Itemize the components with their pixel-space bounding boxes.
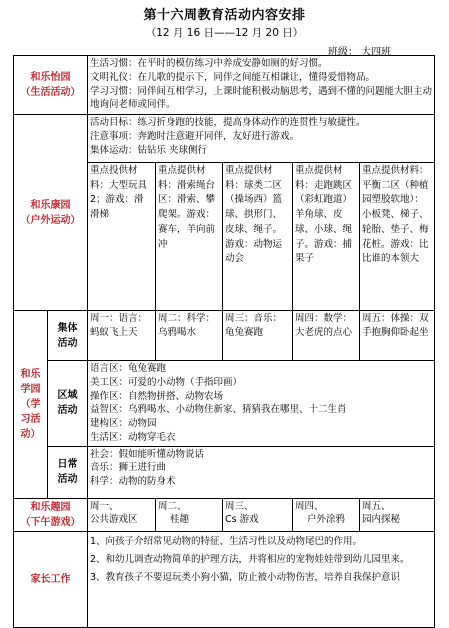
life-study-habit: 学习习惯：同伴间互相学习，上课时能积极动脑思考，遇到不懂的问题能大胆主动地询问老师或同伴。 — [90, 85, 433, 111]
parents-content — [88, 531, 435, 627]
group-tuesday: 周二：科学：乌鸦喝水 — [156, 311, 223, 361]
daily-activity-label: 日常 活动 — [48, 446, 88, 498]
parents-row — [14, 531, 435, 627]
afternoon-wednesday: 周三、 Cs 游戏 — [223, 498, 293, 531]
outdoor-goal: 活动目标：练习折身跑的技能，提高身体动作的连贯性与敏捷性。 — [90, 117, 366, 128]
afternoon-tuesday: 周二、 桂趣 — [156, 498, 223, 531]
group-activity-label: 集体 活动 — [48, 311, 88, 361]
afternoon-category: 和乐趣园 （下午游戏） — [14, 498, 88, 531]
area-activity-content: 语言区：龟兔赛跑 美工区：可爱的小动物（手指印画） 操作区：自然物拼搭、动物农场 益智区：乌鸦喝水、小动物住新家、猜猜我在哪里、十二生肖 建构区：动物园 生活区：动物穿毛衣 — [88, 361, 435, 447]
group-wednesday: 周三：音乐：龟兔赛跑 — [223, 311, 293, 361]
outdoor-area-4: 重点提供材料：走跑跳区（彩虹跑道）羊角球、皮球、小球、绳子。游戏：捕果子 — [293, 163, 360, 311]
group-monday: 周一：语言：蚂蚁飞上天 — [88, 311, 156, 361]
study-category: 和乐 学园 （学 习活动） — [14, 311, 48, 499]
group-thursday: 周四：数学：大老虎的点心 — [293, 311, 360, 361]
daily-activity-row — [14, 446, 435, 498]
outdoor-group-sport: 集体运动：钻钻乐 夹球侧行 — [90, 144, 208, 156]
outdoor-goals-row — [14, 115, 435, 163]
schedule-table — [13, 55, 435, 628]
life-manners: 文明礼仪：在儿歌的提示下，同伴之间能互相谦让，懂得爱惜物品。 — [90, 71, 376, 83]
parents-category: 家长工作 — [14, 531, 88, 627]
page-title: 第十六周教育活动内容安排 — [143, 8, 306, 23]
life-habit: 生活习惯：在平时的模仿练习中养成安静如厕的好习惯。 — [90, 58, 328, 69]
outdoor-goals — [88, 115, 435, 163]
afternoon-thursday: 周四、 户外涂鸦 — [293, 498, 360, 531]
group-activity-row — [14, 311, 435, 361]
group-friday: 周五：体操：双手抱胸仰卧起坐 — [360, 311, 435, 361]
parents-item-2: 2、和幼儿调查动物简单的护理方法，并将相应的宠物娃娃带到幼儿园里来。 — [90, 553, 410, 565]
outdoor-area-3: 重点提供材料：球类二区（操场西）篮球、拱形门、皮球、绳子。游戏：动物运动会 — [223, 163, 293, 311]
outdoor-area-5: 重点提供材料：平衡二区（种植园塑胶软地）：小板凳、梯子、轮胎、垫子、梅花桩。游戏：比比谁的本领大 — [360, 163, 435, 311]
parents-item-3: 3、教育孩子不要逗玩类小狗小猫，防止被小动物伤害，培养自我保护意识 — [90, 571, 401, 583]
afternoon-monday: 周一、 公共游戏区 — [88, 498, 156, 531]
area-activity-label: 区域 活动 — [48, 361, 88, 447]
life-row — [14, 56, 435, 115]
afternoon-row — [14, 498, 435, 531]
afternoon-friday: 周五、 园内探秘 — [360, 498, 435, 531]
parents-item-1: 1、向孩子介绍常见动物的特征、生活习性以及动物尾巴的作用。 — [90, 535, 363, 547]
life-content — [88, 56, 435, 115]
area-activity-row — [14, 361, 435, 447]
outdoor-notice: 注意事项：奔跑时注意避开同伴，友好进行游戏。 — [90, 130, 300, 142]
outdoor-area-2: 重点提供材料：滑索绳台区：滑索、攀爬架。游戏：赛车，羊向前冲 — [156, 163, 223, 311]
daily-activity-content: 社会：假如能听懂动物说话 音乐：狮王进行曲 科学：动物的防身术 — [88, 446, 435, 498]
outdoor-area-1: 重点投供材料：大型玩具 2；游戏：滑滑梯 — [88, 163, 156, 311]
date-range: （12 月 16 日——12 月 20 日） — [145, 27, 304, 39]
life-category: 和乐怡园 （生活活动） — [14, 56, 88, 115]
outdoor-category: 和乐康园 （户外运动） — [14, 115, 88, 311]
class-label: 班级： 大四班 — [328, 47, 392, 58]
